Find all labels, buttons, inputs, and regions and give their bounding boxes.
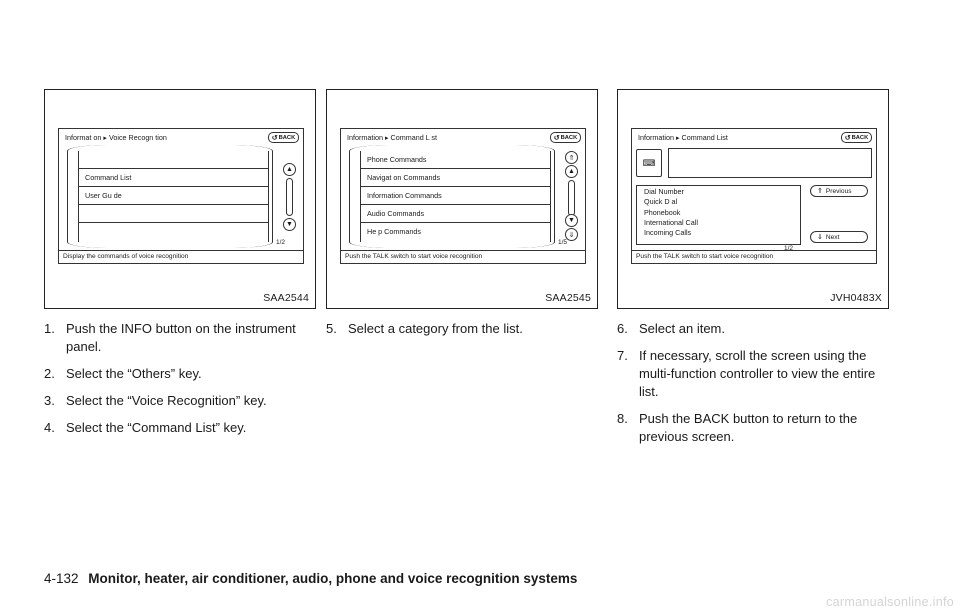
list-item-phone-commands[interactable]: Phone Commands — [361, 151, 550, 169]
step-item: 8. Push the BACK button to return to the previous screen. — [617, 411, 858, 444]
back-arrow-icon: ↺ — [553, 134, 560, 142]
scroll-control — [564, 151, 580, 241]
list-item-user-guide[interactable]: User Gu de — [79, 187, 268, 205]
screen-title: Information ▸ Command List — [638, 133, 728, 142]
step-item: 6. Select an item. — [617, 321, 725, 336]
steps-column-2 — [326, 320, 598, 347]
back-button[interactable]: ↺ BACK — [268, 132, 299, 143]
previous-button[interactable]: ⇑ Previous — [810, 185, 868, 197]
page-number: 4-132 — [44, 571, 79, 586]
item-list — [636, 185, 801, 245]
scrollbar[interactable] — [286, 178, 293, 216]
page-indicator: 1/2 — [275, 239, 285, 246]
back-arrow-icon: ↺ — [844, 134, 851, 142]
list-frame — [349, 145, 555, 248]
watermark: carmanualsonline.info — [826, 595, 954, 609]
list-item-navigation-commands[interactable]: Navigat on Commands — [361, 169, 550, 187]
scrollbar[interactable] — [568, 180, 575, 216]
next-button[interactable]: ⇓ Next — [810, 231, 868, 243]
keyboard-icon[interactable]: ⌨ — [636, 149, 662, 177]
list-item[interactable] — [79, 151, 268, 169]
menu-list — [78, 151, 269, 242]
steps-column-3 — [617, 320, 889, 455]
screen-command-list — [340, 128, 586, 264]
scroll-up-icon[interactable]: ▲ — [565, 165, 578, 178]
figure-code: JVH0483X — [830, 292, 882, 304]
step-item: 1. Push the INFO button on the instrument panel. — [44, 321, 296, 354]
step-item: 3. Select the “Voice Recognition” key. — [44, 393, 267, 408]
list-frame — [67, 145, 273, 248]
list-item-incoming-calls[interactable]: Incoming Calls — [644, 228, 692, 238]
scroll-down-icon[interactable]: ▼ — [565, 214, 578, 227]
figure-voice-recognition — [44, 89, 316, 309]
list-item-dial-number[interactable]: Dial Number — [644, 187, 684, 196]
command-display-field — [668, 148, 872, 178]
step-item: 4. Select the “Command List” key. — [44, 420, 247, 435]
section-title: Monitor, heater, air conditioner, audio, phone and voice recognition systems — [88, 571, 578, 586]
scroll-up-icon[interactable]: ▲ — [283, 163, 296, 176]
screen-title: Information ▸ Command L st — [347, 133, 438, 142]
scroll-down-icon[interactable]: ▼ — [283, 218, 296, 231]
list-item-audio-commands[interactable]: Audio Commands — [361, 205, 550, 223]
page-indicator: 1/5 — [557, 239, 567, 246]
figure-code: SAA2545 — [545, 292, 591, 304]
screen-command-items — [631, 128, 877, 264]
list-item-quick-dial[interactable]: Quick D al — [644, 197, 678, 207]
figure-code: SAA2544 — [263, 292, 309, 304]
status-bar: Push the TALK switch to start voice recognition — [632, 250, 876, 263]
screen-title: Informat on ▸ Voice Recogn tion — [65, 133, 167, 142]
step-item: 2. Select the “Others” key. — [44, 366, 202, 381]
back-button[interactable]: ↺ BACK — [550, 132, 581, 143]
back-button[interactable]: ↺ BACK — [841, 132, 872, 143]
figure-command-list — [326, 89, 598, 309]
step-item: 5. Select a category from the list. — [326, 321, 523, 336]
category-list — [360, 151, 551, 242]
screen-voice-recognition — [58, 128, 304, 264]
page-down-icon[interactable]: ⇓ — [565, 228, 578, 241]
list-item-international-call[interactable]: International Call — [644, 217, 698, 227]
status-bar: Display the commands of voice recognition — [59, 250, 303, 263]
steps-column-1 — [44, 320, 316, 446]
figure-command-items — [617, 89, 889, 309]
list-item[interactable] — [79, 223, 268, 241]
status-bar: Push the TALK switch to start voice recognition — [341, 250, 585, 263]
list-item-information-commands[interactable]: Information Commands — [361, 187, 550, 205]
page-up-icon[interactable]: ⇑ — [565, 151, 578, 164]
scroll-control — [282, 163, 298, 233]
back-arrow-icon: ↺ — [271, 134, 278, 142]
double-up-arrow-icon: ⇑ — [817, 188, 823, 195]
list-item-command-list[interactable]: Command List — [79, 169, 268, 187]
step-item: 7. If necessary, scroll the screen using the multi-function controller to view the entire list. — [617, 348, 876, 399]
page-indicator: 1/2 — [784, 245, 794, 252]
list-item-help-commands[interactable]: He p Commands — [367, 227, 421, 236]
list-item-phonebook[interactable]: Phonebook — [644, 207, 681, 217]
double-down-arrow-icon: ⇓ — [817, 234, 823, 241]
list-item[interactable] — [79, 205, 268, 223]
page-footer — [44, 571, 577, 586]
